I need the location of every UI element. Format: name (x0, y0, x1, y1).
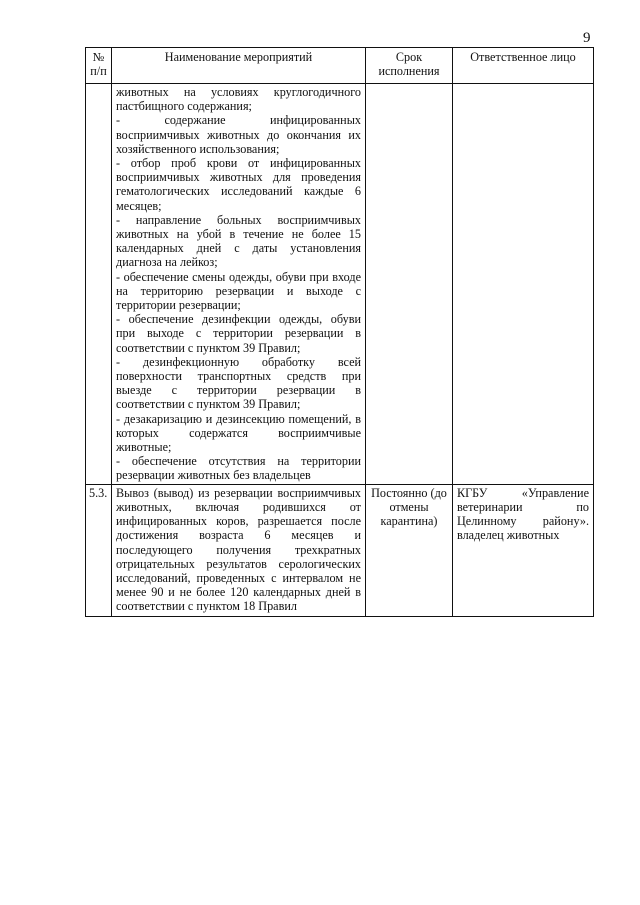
list-item: - дезакаризацию и дезинсекцию помещений, в которых содержатся восприимчивые животные; (116, 411, 361, 455)
list-item: - обеспечение отсутствия на территории резервации животных без владельцев (116, 454, 361, 483)
cell-num: 5.3. (86, 484, 112, 616)
header-responsible: Ответственное лицо (453, 48, 594, 84)
list-item: - обеспечение смены одежды, обуви при входе на территорию резервации и выходе с территории резервации; (116, 269, 361, 313)
list-item: - обеспечение дезинфекции одежды, обуви при выходе с территории резервации в соответствии с пунктом 39 Правил; (116, 312, 361, 355)
header-name: Наименование мероприятий (112, 48, 366, 84)
cell-num-empty (86, 84, 112, 485)
list-item: - дезинфекционную обработку всей поверхности транспортных средств при выезде с территории резервации в соответствии с пунктом 39 Правил; (116, 354, 361, 412)
table-row-5-3 (86, 484, 594, 616)
header-num: № п/п (86, 48, 112, 84)
list-item: - отбор проб крови от инфицированных восприимчивых животных для проведения гематологических исследований каждые 6 месяцев; (116, 156, 361, 213)
table-row-continued (86, 84, 594, 485)
page-number: 9 (583, 30, 591, 46)
header-term: Срок исполнения (366, 48, 453, 84)
cell-continued-measures (112, 84, 366, 485)
list-item: - содержание инфицированных восприимчивых животных до окончания их хозяйственного использования; (116, 113, 361, 156)
cell-responsible-empty (453, 84, 594, 485)
list-item: животных на условиях круглогодичного пастбищного содержания; (116, 85, 361, 114)
list-item: - направление больных восприимчивых животных на убой в течение не более 15 календарных дней с даты установления диагноза на лейкоз; (116, 212, 361, 270)
cell-responsible: КГБУ «Управление ветеринарии по Целинному району». владелец животных (453, 484, 594, 616)
cell-name: Вывоз (вывод) из резервации восприимчивых животных, включая родившихся от инфицированных коров, разрешается после достижения возраста 6 месяцев и последующего получения трехкратных отрицательных результатов серологических исследований, проведенных с интервалом не менее 90 и не более 120 календарных дней в соответствии с пунктом 18 Правил (112, 484, 366, 616)
measures-table (85, 47, 594, 617)
table-header-row (86, 48, 594, 84)
cell-term-empty (366, 84, 453, 485)
cell-term: Постоянно (до отмены карантина) (366, 484, 453, 616)
